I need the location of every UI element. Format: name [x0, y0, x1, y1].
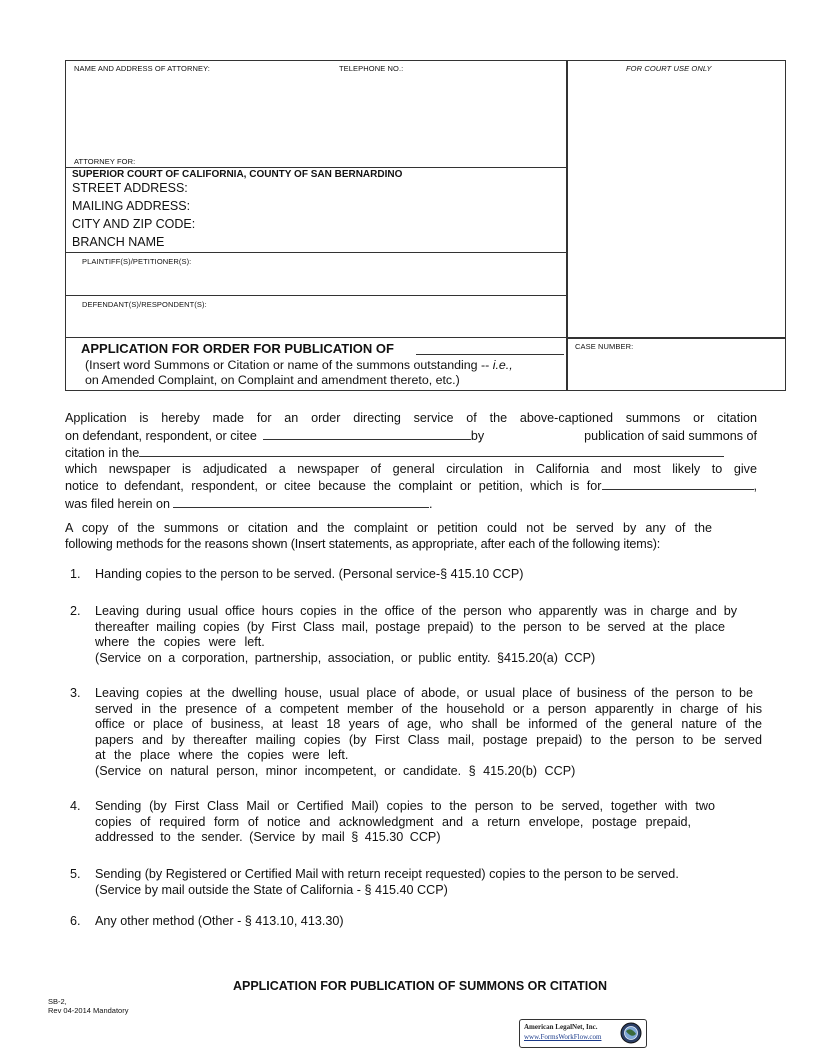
- item-4-line-2: copies of required form of notice and acknowledgment and a return envelope, postage prepaid,: [95, 814, 691, 829]
- newspaper-blank[interactable]: [139, 444, 724, 457]
- item-3-line-1: Leaving copies at the dwelling house, usual place of abode, or usual place of business of the person to be: [95, 686, 753, 700]
- instruction-text-2: on Amended Complaint, on Complaint and amendment thereto, etc.): [85, 373, 460, 387]
- logo-url[interactable]: www.FormsWorkFlow.com: [524, 1033, 602, 1041]
- city-zip-label: CITY AND ZIP CODE:: [72, 217, 196, 231]
- item-3-line-2: served in the presence of a competent member of the household or a person apparently in charge of his: [95, 701, 762, 716]
- title-divider: [65, 337, 567, 338]
- branch-name-label: BRANCH NAME: [72, 235, 165, 249]
- item-4-line-3: addressed to the sender. (Service by mail § 415.30 CCP): [95, 830, 441, 845]
- item-2-line-2: thereafter mailing copies (by First Class mail, postage prepaid) to the person to be served at the place: [95, 619, 725, 634]
- app-line-3: [65, 444, 757, 462]
- plaintiff-divider: [65, 252, 567, 253]
- item-3-line-5: at the place where the copies were left.: [95, 748, 349, 763]
- app-by: by: [470, 428, 485, 443]
- copy-paragraph: [65, 521, 712, 552]
- app-line-2: [65, 427, 757, 445]
- item-3-line-6: (Service on natural person, minor incompetent, or candidate. § 415.20(b) CCP): [95, 763, 576, 778]
- item-2-line-3: where the copies were left.: [95, 635, 265, 650]
- item-5-line-1: Sending (by Registered or Certified Mail with return receipt requested) copies to the person to be served.: [95, 867, 679, 881]
- complaint-for-blank[interactable]: [602, 477, 754, 490]
- defendant-divider: [65, 295, 567, 296]
- app-line-1: Application is hereby made for an order directing service of the above-captioned summons or citation: [65, 411, 757, 425]
- item-5-line-2: (Service by mail outside the State of California - § 415.40 CCP): [95, 882, 448, 897]
- legalnet-logo[interactable]: [519, 1019, 647, 1048]
- defendant-name-blank[interactable]: [263, 427, 471, 440]
- form-id: SB-2,: [48, 997, 67, 1006]
- item-number-6: 6.: [70, 914, 81, 928]
- globe-icon: [620, 1022, 642, 1044]
- attorney-for-label: ATTORNEY FOR:: [74, 157, 136, 166]
- item-2-line-1: Leaving during usual office hours copies in the office of the person who apparently was in charge and by: [95, 604, 737, 618]
- app-line-6-period: .: [429, 496, 433, 511]
- app-line-5: notice to defendant, respondent, or citee because the complaint or petition, which is for ,: [65, 479, 757, 494]
- attorney-name-label: NAME AND ADDRESS OF ATTORNEY:: [74, 64, 210, 73]
- instruction-ie: i.e.,: [492, 358, 513, 372]
- title-instructions: [85, 358, 513, 388]
- court-use-box: [566, 60, 786, 339]
- item-number-3: 3.: [70, 686, 81, 700]
- item-6-line-1: Any other method (Other - § 413.10, 413.30): [95, 914, 344, 928]
- item-number-1: 1.: [70, 567, 81, 581]
- application-paragraph: [65, 411, 757, 513]
- item-3: [95, 686, 762, 780]
- item-5: [95, 867, 763, 898]
- court-name: SUPERIOR COURT OF CALIFORNIA, COUNTY OF SAN BERNARDINO: [72, 169, 403, 180]
- item-4: [95, 799, 715, 846]
- case-number-label: CASE NUMBER:: [575, 342, 634, 351]
- defendant-label: DEFENDANT(S)/RESPONDENT(S):: [82, 300, 207, 309]
- item-2-line-4: (Service on a corporation, partnership, association, or public entity. §415.20(a) CCP): [95, 650, 596, 665]
- mailing-address-label: MAILING ADDRESS:: [72, 199, 191, 213]
- app-line-2-text: on defendant, respondent, or citee: [65, 428, 257, 443]
- app-line-4: which newspaper is adjudicated a newspaper of general circulation in California and most likely to give: [65, 461, 757, 476]
- app-line-6-text: was filed herein on: [65, 496, 171, 511]
- app-line-2-end: publication of said summons of: [584, 428, 757, 443]
- court-divider: [65, 167, 567, 168]
- telephone-label: TELEPHONE NO.:: [339, 64, 404, 73]
- form-revision: Rev 04-2014 Mandatory: [48, 1006, 129, 1015]
- logo-company: American LegalNet, Inc.: [524, 1023, 598, 1031]
- footer-title: APPLICATION FOR PUBLICATION OF SUMMONS OR CITATION: [232, 979, 608, 993]
- item-3-line-4: papers and by thereafter mailing copies (by First Class mail, postage prepaid) to the person to be served: [95, 732, 762, 747]
- app-line-3-text: citation in the: [65, 446, 140, 461]
- instruction-text-1: (Insert word Summons or Citation or name of the summons outstanding --: [85, 358, 493, 372]
- copy-line-1: A copy of the summons or citation and the complaint or petition could not be served by any of the: [65, 521, 712, 535]
- plaintiff-label: PLAINTIFF(S)/PETITIONER(S):: [82, 257, 192, 266]
- item-1-line-1: Handing copies to the person to be served. (Personal service-§ 415.10 CCP): [95, 567, 524, 581]
- item-6: [95, 914, 763, 930]
- item-2: [95, 604, 737, 666]
- item-1: [95, 567, 763, 583]
- app-line-6: [65, 495, 757, 513]
- item-3-line-3: office or place of business, at least 18 years of age, who shall be informed of the general nature of the: [95, 717, 762, 732]
- item-4-line-1: Sending (by First Class Mail or Certified Mail) copies to the person to be served, together with two: [95, 799, 715, 813]
- app-line-5-text: notice to defendant, respondent, or citee because the complaint or petition, which is for: [65, 479, 602, 494]
- copy-line-2: following methods for the reasons shown (Insert statements, as appropriate, after each of the following items):: [65, 536, 661, 551]
- form-title: APPLICATION FOR ORDER FOR PUBLICATION OF: [81, 341, 394, 356]
- filed-date-blank[interactable]: [173, 495, 429, 508]
- item-number-5: 5.: [70, 867, 81, 881]
- title-blank-line[interactable]: [416, 354, 564, 355]
- court-use-label: FOR COURT USE ONLY: [626, 64, 712, 73]
- street-address-label: STREET ADDRESS:: [72, 181, 188, 195]
- item-number-2: 2.: [70, 604, 81, 618]
- item-number-4: 4.: [70, 799, 81, 813]
